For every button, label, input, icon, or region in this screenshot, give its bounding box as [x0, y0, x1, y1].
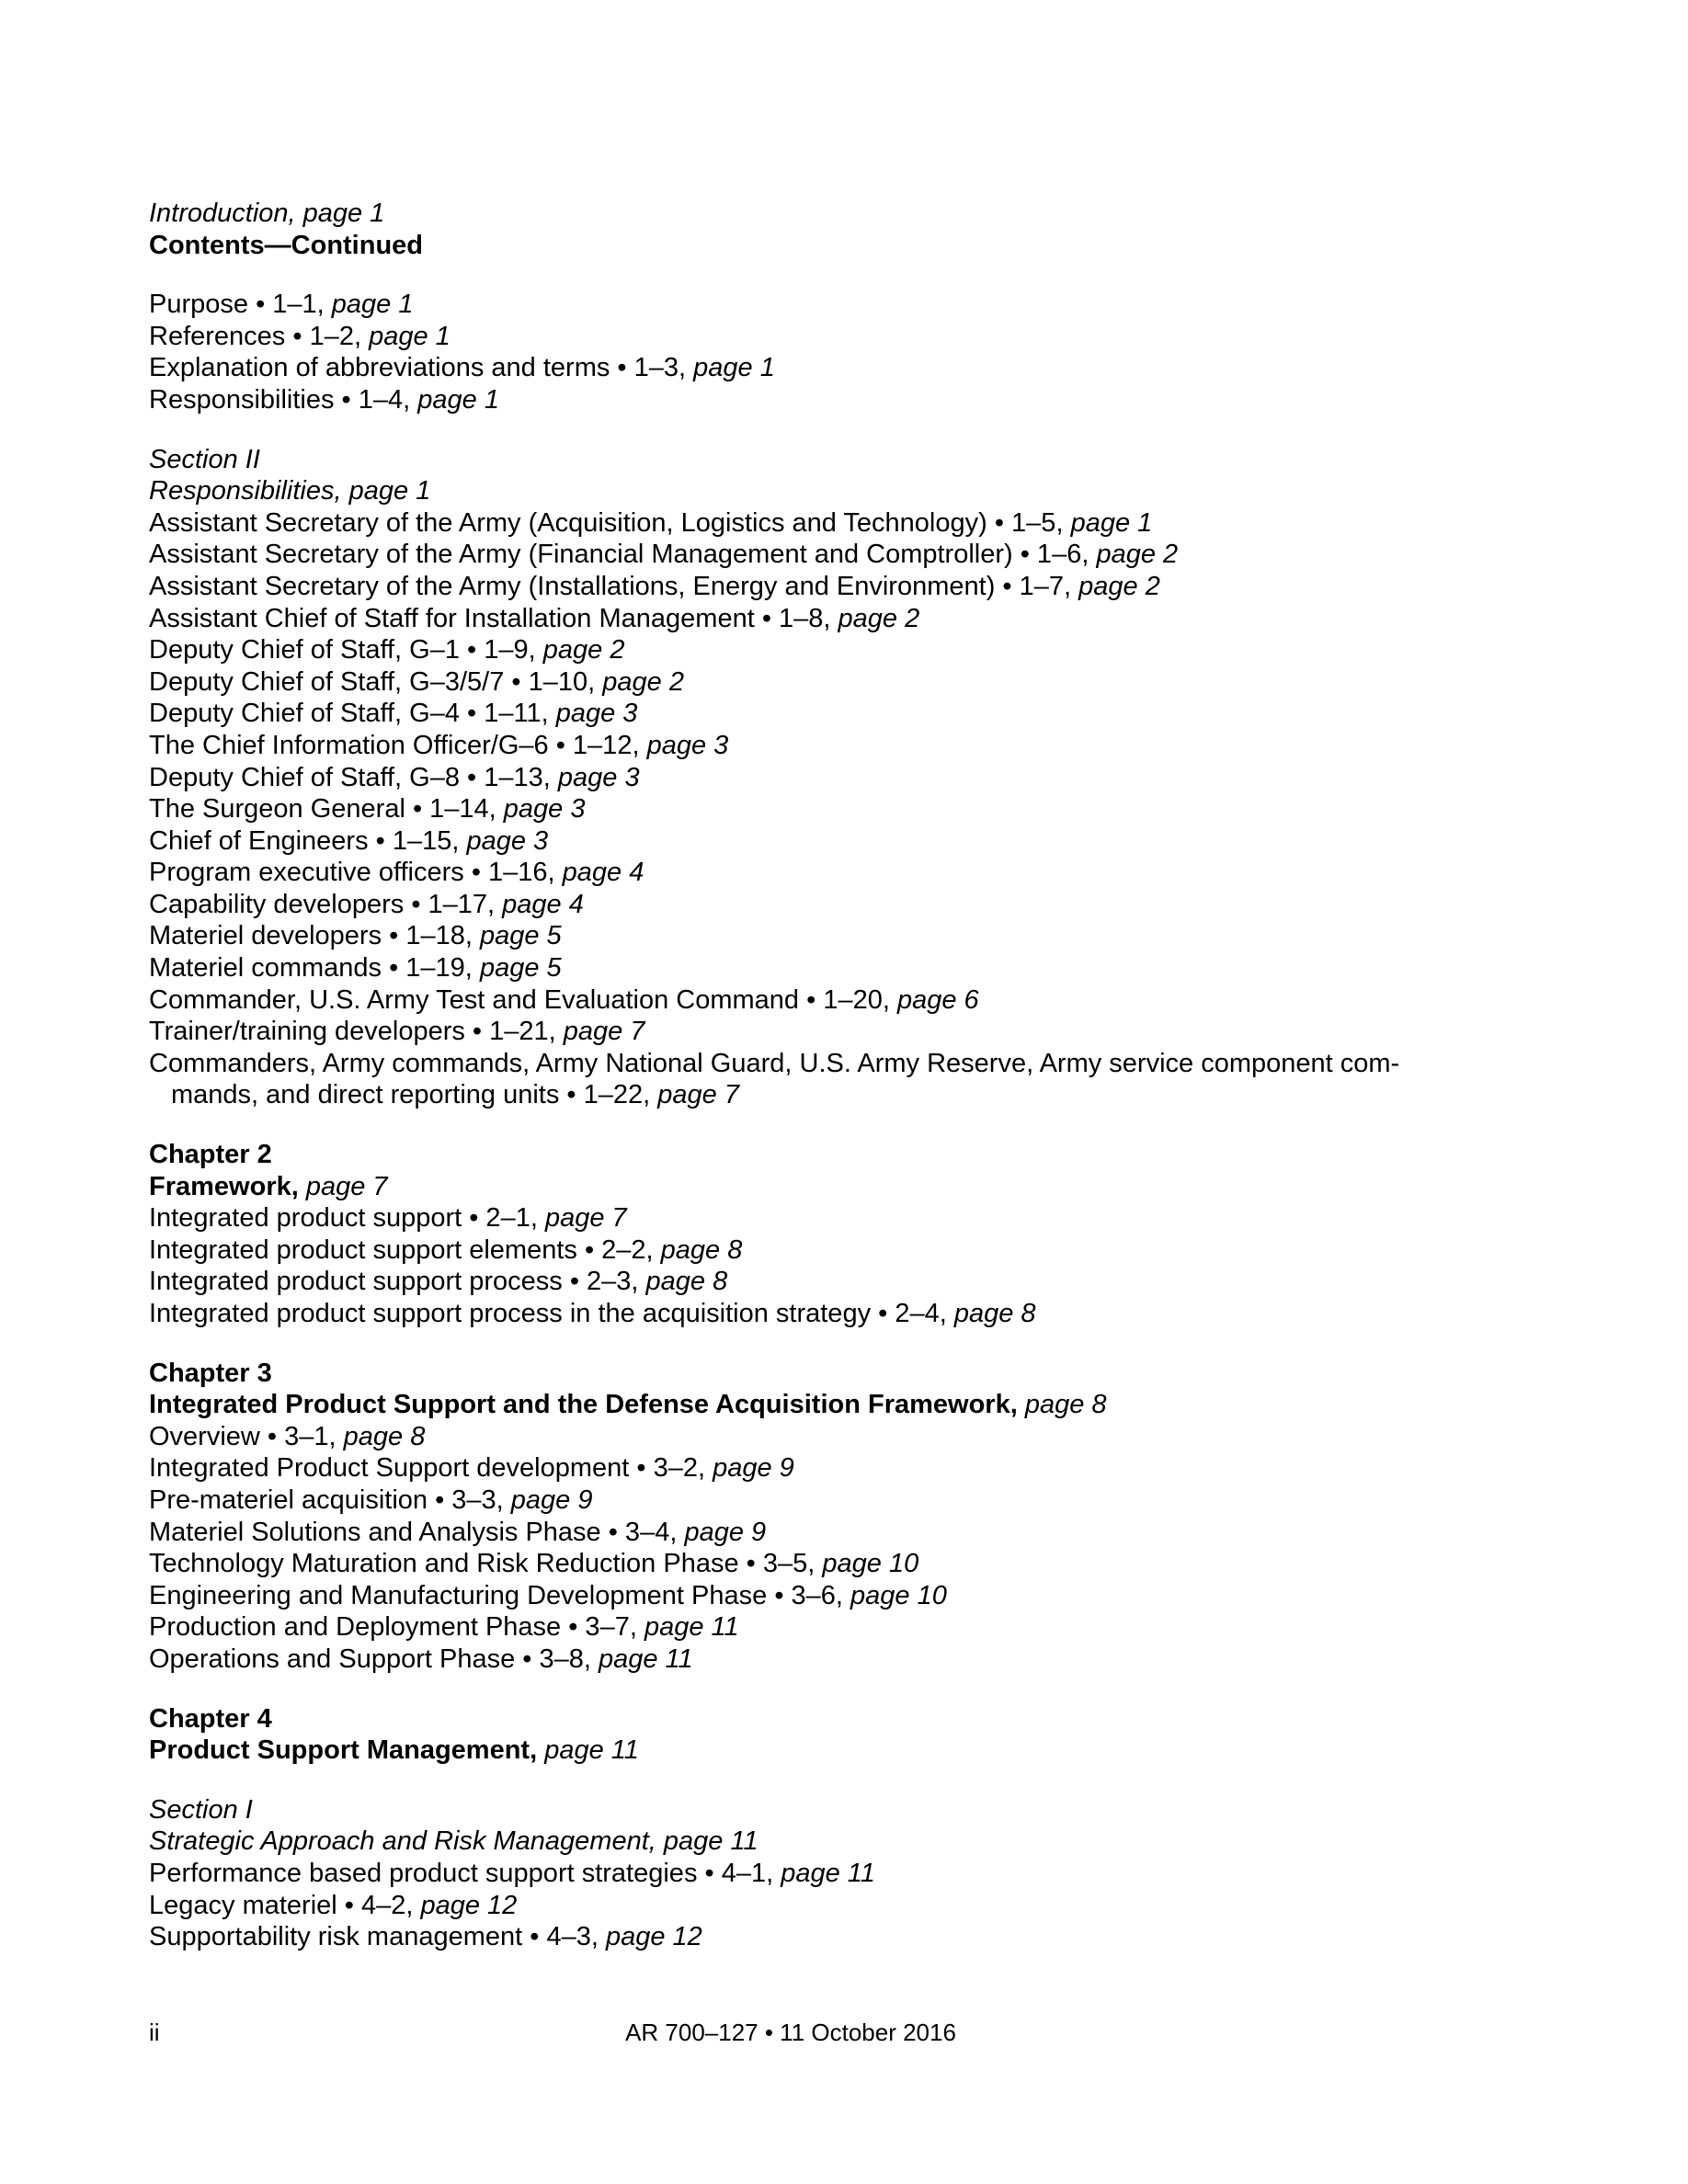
toc-entry[interactable]: Materiel Solutions and Analysis Phase • 3–4, page 9 [149, 1517, 767, 1547]
toc-entry[interactable]: Integrated Product Support development • 3–2, page 9 [149, 1453, 794, 1484]
section-title: Strategic Approach and Risk Management, page 11 [149, 1826, 758, 1857]
toc-entry[interactable]: Technology Maturation and Risk Reduction Phase • 3–5, page 10 [149, 1549, 919, 1579]
chapter-4 [149, 1703, 1473, 1953]
toc-entry[interactable]: Pre-materiel acquisition • 3–3, page 9 [149, 1484, 593, 1515]
toc-entry[interactable]: Engineering and Manufacturing Development Phase • 3–6, page 10 [149, 1580, 947, 1610]
toc-entry[interactable]: Commanders, Army commands, Army National Guard, U.S. Army Reserve, Army service component com-mands, and direct reporting units • 1–22, page 7 [149, 1048, 1400, 1110]
section-label: Section II [149, 444, 260, 474]
toc-entry[interactable]: Deputy Chief of Staff, G–4 • 1–11, page 3 [149, 699, 638, 729]
page-footer [0, 2017, 1688, 2048]
chapter-label: Chapter 2 [149, 1140, 272, 1170]
toc-entry[interactable]: The Surgeon General • 1–14, page 3 [149, 794, 586, 825]
introduction-heading: Introduction, page 1 [149, 199, 385, 228]
toc-entry[interactable]: Trainer/training developers • 1–21, page 7 [149, 1017, 645, 1047]
chapter-title: Integrated Product Support and the Defense Acquisition Framework, page 8 [149, 1390, 1107, 1420]
toc-entry[interactable]: Integrated product support elements • 2–2, page 8 [149, 1234, 743, 1265]
toc-entry[interactable]: Program executive officers • 1–16, page 4 [149, 858, 644, 888]
toc-entry[interactable]: Materiel commands • 1–19, page 5 [149, 953, 562, 984]
toc-entry[interactable]: References • 1–2, page 1 [149, 321, 451, 351]
toc-entry[interactable]: Assistant Secretary of the Army (Financial Management and Comptroller) • 1–6, page 2 [149, 540, 1179, 570]
toc-entry[interactable]: Explanation of abbreviations and terms • 1–3, page 1 [149, 353, 775, 383]
toc-entry[interactable]: Performance based product support strategies • 4–1, page 11 [149, 1858, 875, 1888]
chapter-title: Product Support Management, page 11 [149, 1735, 639, 1766]
section-title: Responsibilities, page 1 [149, 476, 431, 506]
toc-entry[interactable]: Materiel developers • 1–18, page 5 [149, 921, 562, 951]
toc-entry[interactable]: Overview • 3–1, page 8 [149, 1421, 426, 1451]
table-of-contents [149, 198, 1473, 1953]
toc-entry[interactable]: Deputy Chief of Staff, G–3/5/7 • 1–10, page 2 [149, 666, 684, 697]
toc-entry[interactable]: Deputy Chief of Staff, G–8 • 1–13, page 3 [149, 762, 640, 792]
chapter-label: Chapter 4 [149, 1703, 272, 1734]
toc-entry[interactable]: Integrated product support process in the acquisition strategy • 2–4, page 8 [149, 1299, 1036, 1328]
toc-entry[interactable]: Deputy Chief of Staff, G–1 • 1–9, page 2 [149, 635, 625, 665]
toc-entry[interactable]: The Chief Information Officer/G–6 • 1–12, page 3 [149, 730, 729, 760]
toc-entry[interactable]: Assistant Secretary of the Army (Acquisition, Logistics and Technology) • 1–5, page 1 [149, 507, 1153, 538]
toc-entry[interactable]: Purpose • 1–1, page 1 [149, 290, 414, 320]
intro-entries [149, 289, 1473, 415]
toc-entry[interactable]: Commander, U.S. Army Test and Evaluation Command • 1–20, page 6 [149, 984, 979, 1015]
toc-entry[interactable]: Assistant Secretary of the Army (Installations, Energy and Environment) • 1–7, page 2 [149, 571, 1160, 601]
contents-heading: Contents—Continued [149, 230, 424, 260]
chapter-title: Framework, page 7 [149, 1171, 388, 1201]
page-number: ii [149, 2019, 160, 2046]
section-ii [149, 444, 1473, 1111]
toc-entry[interactable]: Operations and Support Phase • 3–8, page 11 [149, 1644, 693, 1674]
toc-entry[interactable]: Integrated product support • 2–1, page 7 [149, 1203, 627, 1234]
toc-entry[interactable]: Chief of Engineers • 1–15, page 3 [149, 825, 549, 856]
toc-entry[interactable]: Production and Deployment Phase • 3–7, page 11 [149, 1612, 739, 1643]
toc-entry[interactable]: Integrated product support process • 2–3, page 8 [149, 1267, 728, 1297]
toc-entry[interactable]: Legacy materiel • 4–2, page 12 [149, 1890, 518, 1920]
section-label: Section I [149, 1794, 253, 1825]
document-identifier: AR 700–127 • 11 October 2016 [625, 2019, 956, 2046]
toc-entry[interactable]: Assistant Chief of Staff for Installation Management • 1–8, page 2 [149, 603, 920, 633]
chapter-2 [149, 1139, 1473, 1330]
toc-entry[interactable]: Supportability risk management • 4–3, page 12 [149, 1922, 702, 1952]
toc-entry[interactable]: Capability developers • 1–17, page 4 [149, 889, 584, 919]
chapter-3 [149, 1358, 1473, 1676]
chapter-label: Chapter 3 [149, 1358, 272, 1388]
toc-entry[interactable]: Responsibilities • 1–4, page 1 [149, 384, 499, 415]
